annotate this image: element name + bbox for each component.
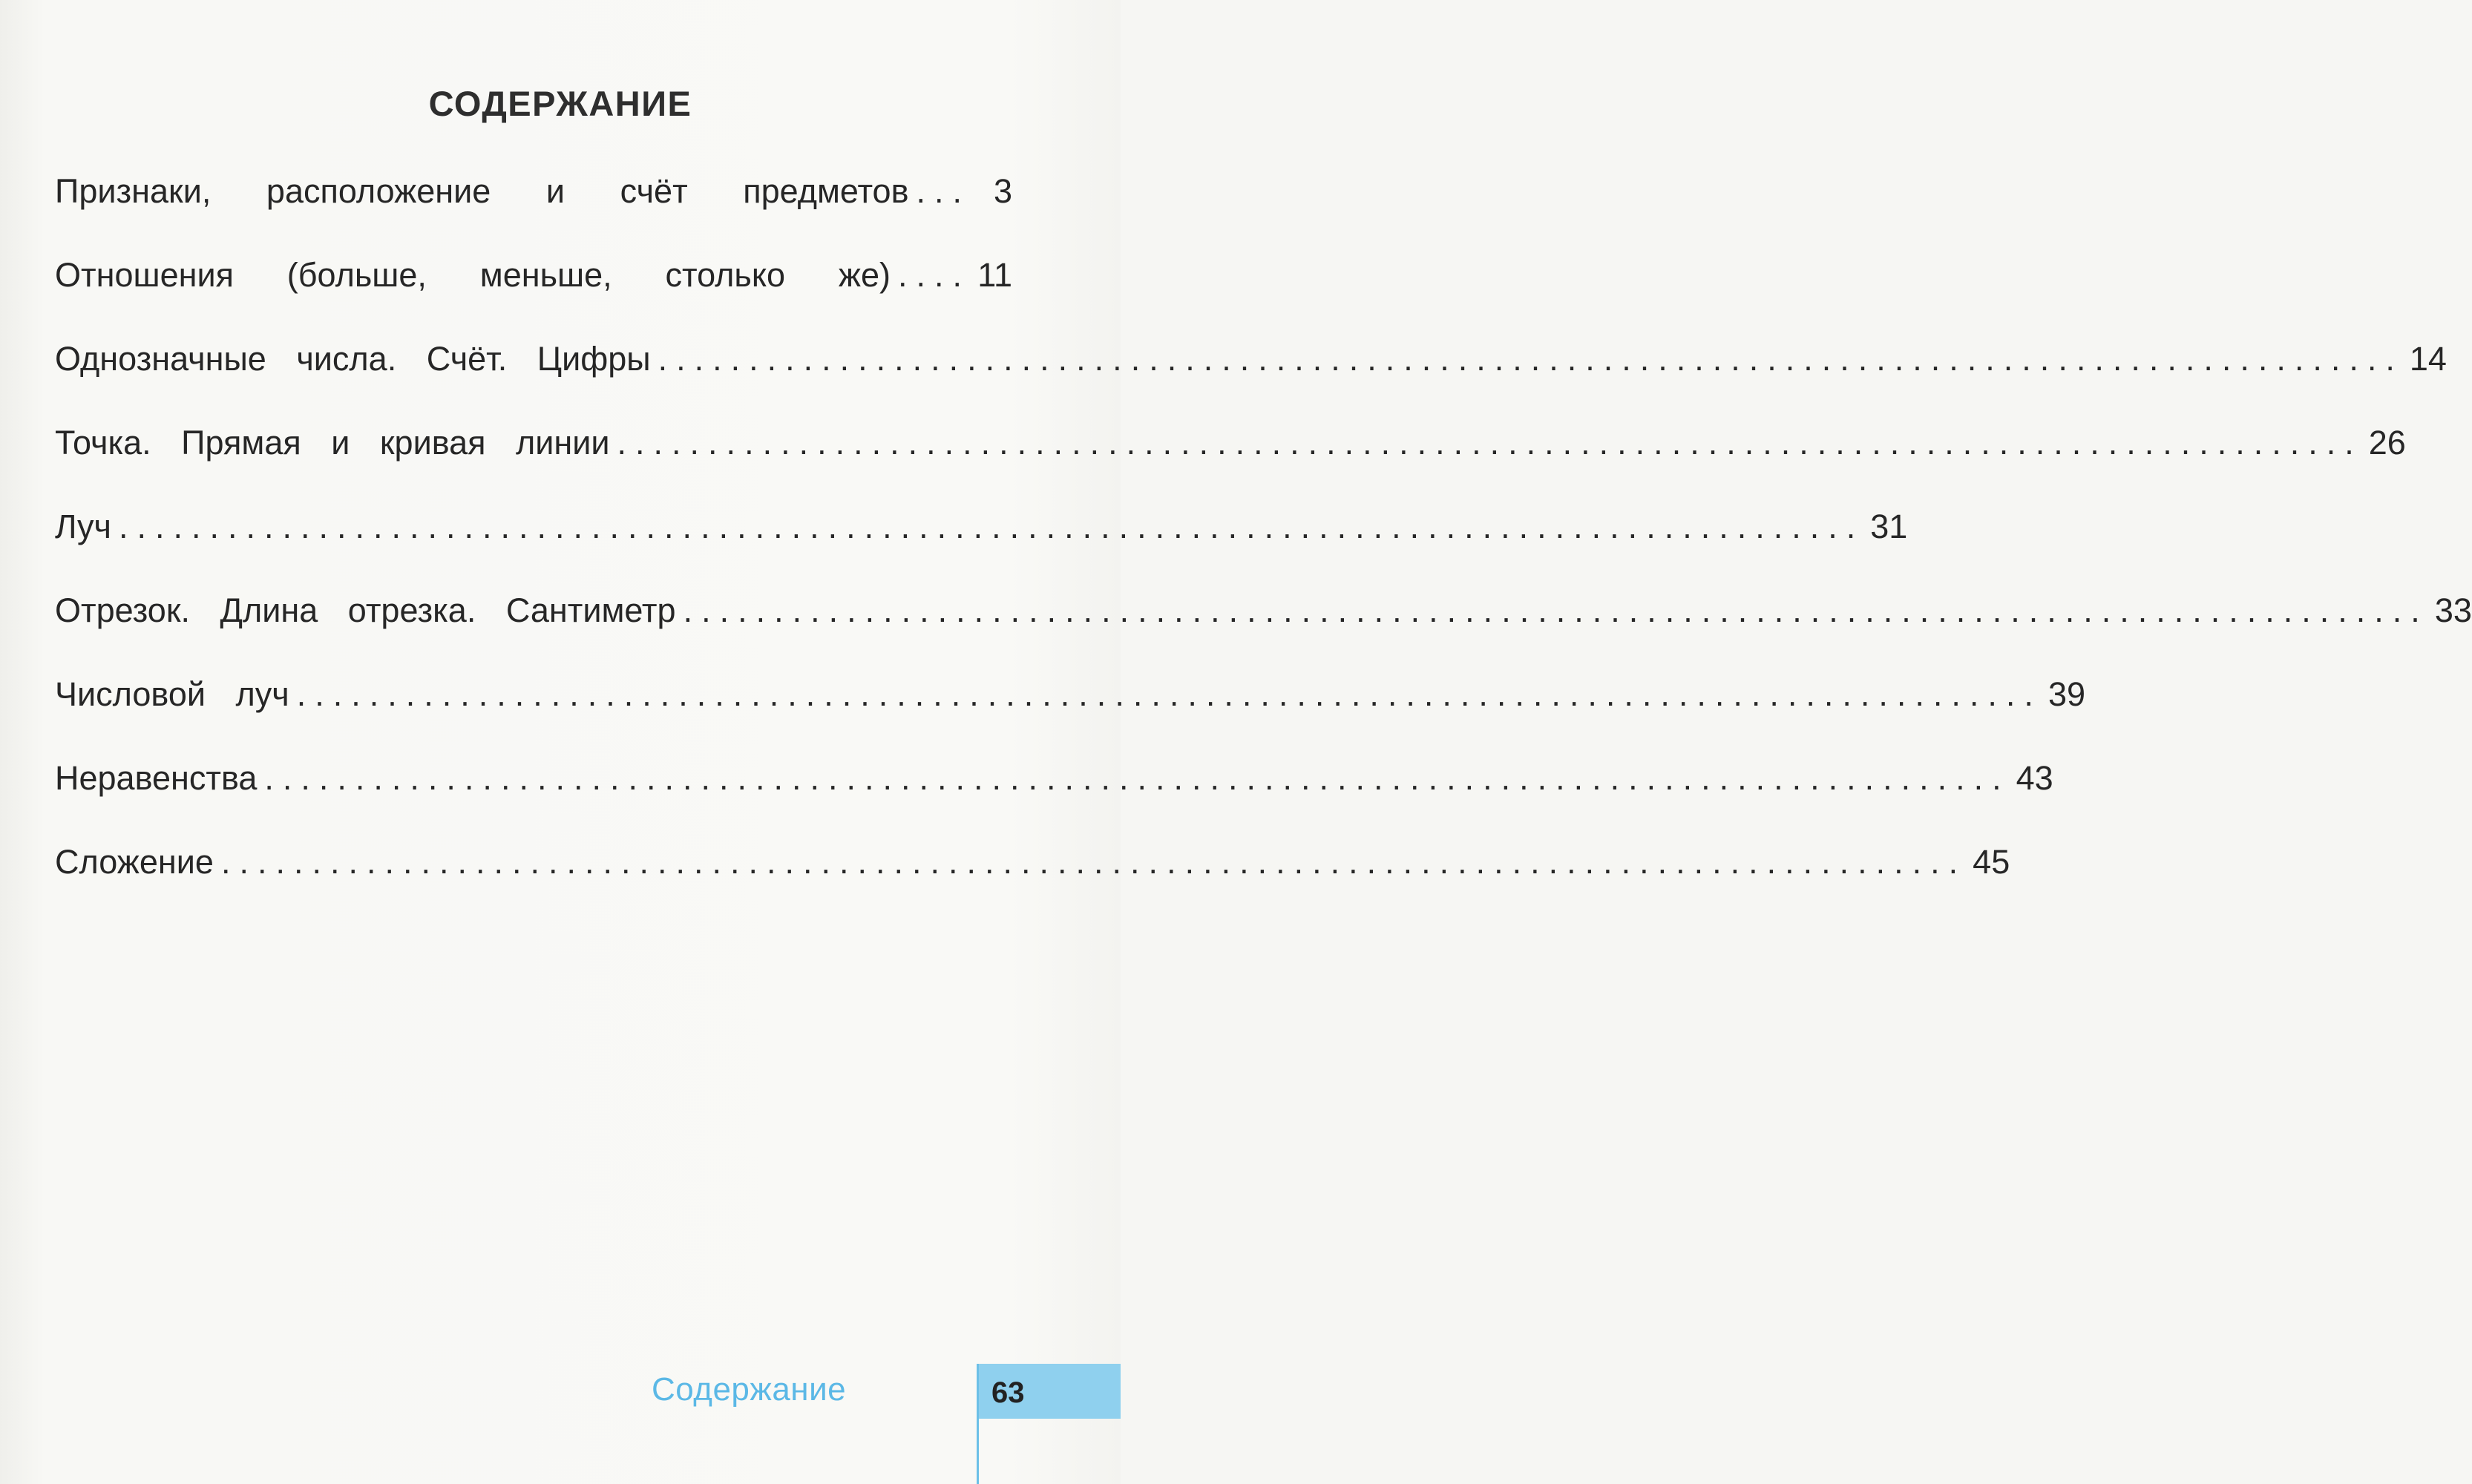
running-footer-section: Содержание xyxy=(652,1371,847,1408)
toc-entry-page: 31 xyxy=(1870,508,1908,545)
toc-entry-page: 43 xyxy=(2016,759,2053,797)
toc-entry xyxy=(55,754,2053,838)
toc-leader-dots: ................................................................................................ xyxy=(264,759,2010,797)
toc-leader-dots: ................................................................................................ xyxy=(118,508,1865,545)
page-number: 63 xyxy=(991,1376,1025,1409)
toc-entry-title: Признаки, расположение и счёт предметов xyxy=(55,172,909,210)
toc-entry xyxy=(55,418,2406,502)
toc-leader-dots: ................................................................................................ xyxy=(220,843,1967,881)
toc-leader-dots: .... xyxy=(897,256,971,294)
toc-entry-title: Сложение xyxy=(55,843,214,881)
toc-leader-dots: ................................................................................................ xyxy=(683,591,2429,629)
toc-entry-page: 14 xyxy=(2409,340,2447,378)
toc-entry xyxy=(55,838,2010,922)
toc-leader-dots: ................................................................................................ xyxy=(617,424,2363,462)
toc-entry-page: 26 xyxy=(2368,424,2406,462)
toc-leader-dots: ................................................................................................ xyxy=(658,340,2404,378)
toc-entry xyxy=(55,586,2472,670)
toc-entry xyxy=(55,167,1012,251)
toc-entry-page: 11 xyxy=(977,256,1012,294)
toc-leader-dots: ................................................................................................ xyxy=(296,675,2042,713)
toc-entry-title: Отрезок. Длина отрезка. Сантиметр xyxy=(55,591,676,629)
toc-entry xyxy=(55,335,2447,418)
page-title: СОДЕРЖАНИЕ xyxy=(428,84,692,123)
toc-entry xyxy=(55,670,2085,754)
toc-entry-title: Неравенства xyxy=(55,759,258,797)
toc-entry-page: 45 xyxy=(1973,843,2010,881)
page-tab-divider xyxy=(977,1364,979,1484)
toc-entry xyxy=(55,502,1908,586)
toc-entry-title: Луч xyxy=(55,508,111,545)
toc-entry xyxy=(55,251,1012,335)
toc-entry-page: 39 xyxy=(2048,675,2085,713)
toc-entry-page: 3 xyxy=(993,172,1012,210)
table-of-contents xyxy=(55,167,2472,922)
toc-entry-title: Однозначные числа. Счёт. Цифры xyxy=(55,340,651,378)
toc-entry-title: Точка. Прямая и кривая линии xyxy=(55,424,610,462)
toc-entry-title: Числовой луч xyxy=(55,675,289,713)
toc-entry-page: 33 xyxy=(2434,591,2472,629)
toc-leader-dots: ... xyxy=(916,172,971,210)
toc-entry-title: Отношения (больше, меньше, столько же) xyxy=(55,256,891,294)
